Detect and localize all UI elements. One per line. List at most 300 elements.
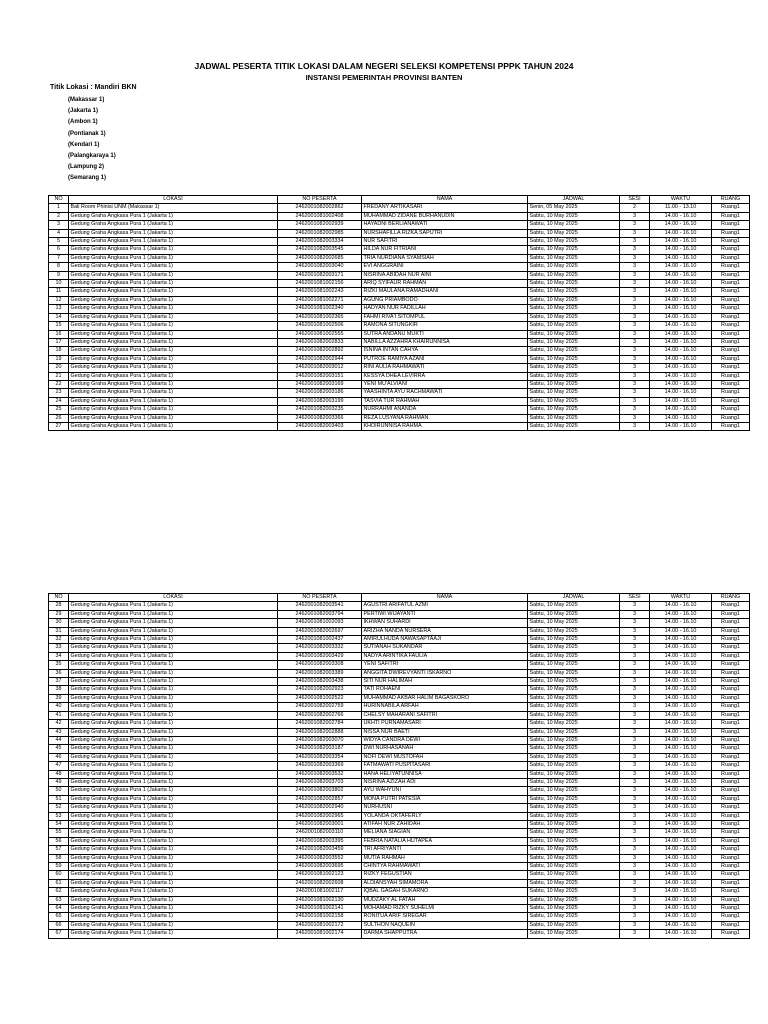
cell-ruang: Ruang1 xyxy=(712,787,750,795)
cell-no-peserta: 2462001082003334 xyxy=(278,238,362,246)
table-row xyxy=(49,372,750,380)
cell-jadwal: Sabtu, 10 May 2025 xyxy=(528,313,620,321)
cell-no-peserta: 2462001082002923 xyxy=(278,686,362,694)
cell-lokasi: Gedung Graha Angkasa Pura 1 (Jakarta 1) xyxy=(69,871,278,879)
cell-no: 53 xyxy=(49,812,69,820)
cell-ruang: Ruang1 xyxy=(712,305,750,313)
cell-ruang: Ruang1 xyxy=(712,380,750,388)
cell-no: 24 xyxy=(49,397,69,405)
column-header-nama: NAMA xyxy=(362,196,528,204)
cell-ruang: Ruang1 xyxy=(712,347,750,355)
cell-lokasi: Gedung Graha Angkasa Pura 1 (Jakarta 1) xyxy=(69,879,278,887)
cell-ruang: Ruang1 xyxy=(712,837,750,845)
table-row xyxy=(49,863,750,871)
cell-no: 30 xyxy=(49,619,69,627)
table-row xyxy=(49,364,750,372)
table-row xyxy=(49,745,750,753)
cell-jadwal: Sabtu, 10 May 2025 xyxy=(528,330,620,338)
cell-waktu: 14.00 - 16.10 xyxy=(650,229,712,237)
cell-sesi: 3 xyxy=(620,221,650,229)
cell-jadwal: Sabtu, 10 May 2025 xyxy=(528,406,620,414)
column-header-ruang: RUANG xyxy=(712,594,750,602)
table-row xyxy=(49,238,750,246)
cell-ruang: Ruang1 xyxy=(712,313,750,321)
cell-no-peserta: 2462001082003001 xyxy=(278,820,362,828)
cell-waktu: 14.00 - 16.10 xyxy=(650,364,712,372)
cell-waktu: 14.00 - 16.10 xyxy=(650,720,712,728)
cell-nama: REZA LUSYANA RAHMAN xyxy=(362,414,528,422)
cell-waktu: 14.00 - 16.10 xyxy=(650,296,712,304)
cell-no: 4 xyxy=(49,229,69,237)
cell-jadwal: Sabtu, 10 May 2025 xyxy=(528,669,620,677)
cell-jadwal: Sabtu, 10 May 2025 xyxy=(528,879,620,887)
cell-ruang: Ruang1 xyxy=(712,728,750,736)
cell-sesi: 3 xyxy=(620,355,650,363)
cell-no-peserta: 2462001082002985 xyxy=(278,229,362,237)
cell-sesi: 3 xyxy=(620,380,650,388)
cell-jadwal: Sabtu, 10 May 2025 xyxy=(528,930,620,938)
cell-no: 29 xyxy=(49,610,69,618)
cell-nama: AGUSTRI ARIFATUL AZMI xyxy=(362,602,528,610)
cell-nama: MUTIA RAHMAH xyxy=(362,854,528,862)
cell-waktu: 14.00 - 16.10 xyxy=(650,728,712,736)
cell-sesi: 3 xyxy=(620,263,650,271)
cell-ruang: Ruang1 xyxy=(712,820,750,828)
cell-no-peserta: 2462001082003695 xyxy=(278,863,362,871)
cell-nama: HURINNABILA ARFAH xyxy=(362,703,528,711)
cell-ruang: Ruang1 xyxy=(712,397,750,405)
cell-jadwal: Sabtu, 10 May 2025 xyxy=(528,694,620,702)
cell-ruang: Ruang1 xyxy=(712,296,750,304)
cell-sesi: 3 xyxy=(620,627,650,635)
cell-nama: MOHAMAD RIZKY SUHELMI xyxy=(362,905,528,913)
cell-sesi: 3 xyxy=(620,930,650,938)
cell-jadwal: Sabtu, 10 May 2025 xyxy=(528,296,620,304)
cell-sesi: 3 xyxy=(620,888,650,896)
cell-ruang: Ruang1 xyxy=(712,753,750,761)
cell-no-peserta: 2462001082003354 xyxy=(278,753,362,761)
cell-sesi: 3 xyxy=(620,669,650,677)
schedule-table-1 xyxy=(48,195,750,431)
cell-ruang: Ruang1 xyxy=(712,871,750,879)
cell-jadwal: Sabtu, 10 May 2025 xyxy=(528,812,620,820)
cell-lokasi: Gedung Graha Angkasa Pura 1 (Jakarta 1) xyxy=(69,347,278,355)
cell-nama: HILDA NUR FITRIANI xyxy=(362,246,528,254)
cell-no: 23 xyxy=(49,389,69,397)
cell-jadwal: Sabtu, 10 May 2025 xyxy=(528,229,620,237)
cell-lokasi: Gedung Graha Angkasa Pura 1 (Jakarta 1) xyxy=(69,414,278,422)
cell-nama: NADYA ARINTIKA FAULIA xyxy=(362,652,528,660)
cell-no: 22 xyxy=(49,380,69,388)
cell-no: 64 xyxy=(49,905,69,913)
cell-nama: AGUNG PRIAMBODO xyxy=(362,296,528,304)
cell-ruang: Ruang1 xyxy=(712,204,750,212)
cell-no-peserta: 2462001082003169 xyxy=(278,380,362,388)
table-row xyxy=(49,338,750,346)
cell-waktu: 14.00 - 16.10 xyxy=(650,313,712,321)
cell-no: 54 xyxy=(49,820,69,828)
cell-no: 28 xyxy=(49,602,69,610)
cell-ruang: Ruang1 xyxy=(712,212,750,220)
table-row xyxy=(49,330,750,338)
table-row xyxy=(49,397,750,405)
cell-nama: NURRAHMI ANANDA xyxy=(362,406,528,414)
cell-ruang: Ruang1 xyxy=(712,804,750,812)
table-row xyxy=(49,736,750,744)
cell-no: 67 xyxy=(49,930,69,938)
table-row xyxy=(49,930,750,938)
cell-no-peserta: 2462001082002685 xyxy=(278,254,362,262)
cell-lokasi: Gedung Graha Angkasa Pura 1 (Jakarta 1) xyxy=(69,288,278,296)
lokasi-list-item: (Pontianak 1) xyxy=(68,130,106,137)
cell-no: 18 xyxy=(49,347,69,355)
cell-lokasi: Gedung Graha Angkasa Pura 1 (Jakarta 1) xyxy=(69,753,278,761)
cell-no-peserta: 2462001082003389 xyxy=(278,669,362,677)
table-row xyxy=(49,694,750,702)
cell-jadwal: Sabtu, 10 May 2025 xyxy=(528,263,620,271)
cell-sesi: 3 xyxy=(620,921,650,929)
cell-ruang: Ruang1 xyxy=(712,694,750,702)
cell-no: 42 xyxy=(49,720,69,728)
cell-jadwal: Sabtu, 10 May 2025 xyxy=(528,347,620,355)
cell-nama: ANGGITA DWIREVYANTI ISKARNO xyxy=(362,669,528,677)
cell-waktu: 14.00 - 16.10 xyxy=(650,380,712,388)
table-row xyxy=(49,229,750,237)
cell-sesi: 2 xyxy=(620,204,650,212)
table-row xyxy=(49,770,750,778)
cell-jadwal: Sabtu, 10 May 2025 xyxy=(528,212,620,220)
table-row xyxy=(49,888,750,896)
cell-no-peserta: 2462001082003040 xyxy=(278,263,362,271)
cell-ruang: Ruang1 xyxy=(712,610,750,618)
cell-no-peserta: 2462001082002608 xyxy=(278,879,362,887)
cell-jadwal: Sabtu, 10 May 2025 xyxy=(528,372,620,380)
cell-sesi: 3 xyxy=(620,837,650,845)
cell-ruang: Ruang1 xyxy=(712,288,750,296)
cell-nama: MONA PUTRI PATESIA xyxy=(362,795,528,803)
cell-waktu: 14.00 - 16.10 xyxy=(650,602,712,610)
cell-sesi: 3 xyxy=(620,820,650,828)
cell-no: 48 xyxy=(49,770,69,778)
cell-ruang: Ruang1 xyxy=(712,778,750,786)
cell-jadwal: Sabtu, 10 May 2025 xyxy=(528,846,620,854)
cell-sesi: 3 xyxy=(620,804,650,812)
cell-ruang: Ruang1 xyxy=(712,602,750,610)
cell-sesi: 3 xyxy=(620,854,650,862)
cell-no: 26 xyxy=(49,414,69,422)
table-row xyxy=(49,221,750,229)
cell-no-peserta: 2462001082003532 xyxy=(278,770,362,778)
cell-nama: RINI AULIA RAHMAWATI xyxy=(362,364,528,372)
cell-lokasi: Gedung Graha Angkasa Pura 1 (Jakarta 1) xyxy=(69,246,278,254)
cell-sesi: 3 xyxy=(620,610,650,618)
cell-ruang: Ruang1 xyxy=(712,636,750,644)
cell-ruang: Ruang1 xyxy=(712,627,750,635)
cell-nama: NISRINA AZIZAH ADI xyxy=(362,778,528,786)
cell-lokasi: Gedung Graha Angkasa Pura 1 (Jakarta 1) xyxy=(69,305,278,313)
cell-no: 47 xyxy=(49,762,69,770)
cell-no-peserta: 2462001082002940 xyxy=(278,804,362,812)
cell-nama: ATIFAH NUR ZAHIDAH xyxy=(362,820,528,828)
cell-nama: SULTHON NAQUEIN xyxy=(362,921,528,929)
table-row xyxy=(49,280,750,288)
cell-lokasi: Gedung Graha Angkasa Pura 1 (Jakarta 1) xyxy=(69,787,278,795)
cell-sesi: 3 xyxy=(620,296,650,304)
column-header-jadwal: JADWAL xyxy=(528,196,620,204)
table-row xyxy=(49,254,750,262)
cell-lokasi: Gedung Graha Angkasa Pura 1 (Jakarta 1) xyxy=(69,778,278,786)
cell-lokasi: Gedung Graha Angkasa Pura 1 (Jakarta 1) xyxy=(69,694,278,702)
cell-waktu: 14.00 - 16.10 xyxy=(650,263,712,271)
cell-jadwal: Sabtu, 10 May 2025 xyxy=(528,787,620,795)
cell-jadwal: Sabtu, 10 May 2025 xyxy=(528,913,620,921)
cell-sesi: 3 xyxy=(620,280,650,288)
cell-jadwal: Sabtu, 10 May 2025 xyxy=(528,678,620,686)
cell-no-peserta: 2462001081002123 xyxy=(278,871,362,879)
cell-sesi: 3 xyxy=(620,720,650,728)
cell-no-peserta: 2462001082002784 xyxy=(278,720,362,728)
cell-no-peserta: 2462001081002093 xyxy=(278,619,362,627)
cell-sesi: 3 xyxy=(620,905,650,913)
cell-lokasi: Bali Room Phinisi UNM (Makassar 1) xyxy=(69,204,278,212)
cell-waktu: 14.00 - 16.10 xyxy=(650,669,712,677)
cell-no-peserta: 2462001081002506 xyxy=(278,322,362,330)
table-row xyxy=(49,762,750,770)
cell-lokasi: Gedung Graha Angkasa Pura 1 (Jakarta 1) xyxy=(69,364,278,372)
cell-ruang: Ruang1 xyxy=(712,254,750,262)
cell-no: 44 xyxy=(49,736,69,744)
table-row xyxy=(49,627,750,635)
cell-waktu: 14.00 - 16.10 xyxy=(650,829,712,837)
cell-jadwal: Sabtu, 10 May 2025 xyxy=(528,280,620,288)
cell-no-peserta: 2462001082003332 xyxy=(278,644,362,652)
cell-no: 12 xyxy=(49,296,69,304)
cell-lokasi: Gedung Graha Angkasa Pura 1 (Jakarta 1) xyxy=(69,720,278,728)
cell-no-peserta: 2462001082002833 xyxy=(278,338,362,346)
cell-ruang: Ruang1 xyxy=(712,930,750,938)
cell-sesi: 3 xyxy=(620,313,650,321)
cell-lokasi: Gedung Graha Angkasa Pura 1 (Jakarta 1) xyxy=(69,280,278,288)
cell-waktu: 14.00 - 16.10 xyxy=(650,703,712,711)
cell-jadwal: Sabtu, 10 May 2025 xyxy=(528,829,620,837)
cell-no-peserta: 2462001082002939 xyxy=(278,221,362,229)
cell-lokasi: Gedung Graha Angkasa Pura 1 (Jakarta 1) xyxy=(69,661,278,669)
cell-no: 57 xyxy=(49,846,69,854)
cell-ruang: Ruang1 xyxy=(712,271,750,279)
cell-jadwal: Sabtu, 10 May 2025 xyxy=(528,837,620,845)
cell-jadwal: Sabtu, 10 May 2025 xyxy=(528,414,620,422)
cell-no-peserta: 2462001081002243 xyxy=(278,288,362,296)
cell-sesi: 3 xyxy=(620,636,650,644)
column-header-jadwal: JADWAL xyxy=(528,594,620,602)
table-header-row xyxy=(49,594,750,602)
cell-lokasi: Gedung Graha Angkasa Pura 1 (Jakarta 1) xyxy=(69,636,278,644)
column-header-no-peserta: NO PESERTA xyxy=(278,594,362,602)
cell-nama: YAASHINTA AYU RACHMAWATI xyxy=(362,389,528,397)
table-row xyxy=(49,905,750,913)
cell-no-peserta: 2462001082002892 xyxy=(278,347,362,355)
cell-waktu: 14.00 - 16.10 xyxy=(650,636,712,644)
table-row xyxy=(49,820,750,828)
cell-no: 49 xyxy=(49,778,69,786)
cell-nama: HANA HELIYATUNNISA xyxy=(362,770,528,778)
cell-waktu: 14.00 - 16.10 xyxy=(650,762,712,770)
cell-ruang: Ruang1 xyxy=(712,422,750,430)
cell-no-peserta: 2462001082002888 xyxy=(278,728,362,736)
cell-jadwal: Sabtu, 10 May 2025 xyxy=(528,711,620,719)
cell-no-peserta: 2462001082003012 xyxy=(278,364,362,372)
cell-nama: YOLANDA OKTAFERLY xyxy=(362,812,528,820)
cell-no-peserta: 2462001082003171 xyxy=(278,271,362,279)
cell-no-peserta: 2462001082002862 xyxy=(278,204,362,212)
cell-jadwal: Sabtu, 10 May 2025 xyxy=(528,795,620,803)
cell-sesi: 3 xyxy=(620,619,650,627)
cell-nama: NABILLA AZZAHRA KHAIRUNNISA xyxy=(362,338,528,346)
cell-no-peserta: 2462001081002365 xyxy=(278,313,362,321)
cell-ruang: Ruang1 xyxy=(712,669,750,677)
cell-jadwal: Sabtu, 10 May 2025 xyxy=(528,728,620,736)
cell-ruang: Ruang1 xyxy=(712,414,750,422)
cell-ruang: Ruang1 xyxy=(712,703,750,711)
cell-ruang: Ruang1 xyxy=(712,221,750,229)
cell-jadwal: Sabtu, 10 May 2025 xyxy=(528,254,620,262)
table-row xyxy=(49,795,750,803)
cell-lokasi: Gedung Graha Angkasa Pura 1 (Jakarta 1) xyxy=(69,686,278,694)
cell-lokasi: Gedung Graha Angkasa Pura 1 (Jakarta 1) xyxy=(69,422,278,430)
cell-no: 3 xyxy=(49,221,69,229)
cell-lokasi: Gedung Graha Angkasa Pura 1 (Jakarta 1) xyxy=(69,406,278,414)
cell-waktu: 14.00 - 16.10 xyxy=(650,711,712,719)
cell-jadwal: Sabtu, 10 May 2025 xyxy=(528,380,620,388)
cell-nama: NOFI DEWI MUSTOFAH xyxy=(362,753,528,761)
cell-lokasi: Gedung Graha Angkasa Pura 1 (Jakarta 1) xyxy=(69,812,278,820)
cell-lokasi: Gedung Graha Angkasa Pura 1 (Jakarta 1) xyxy=(69,913,278,921)
cell-sesi: 3 xyxy=(620,288,650,296)
table-row xyxy=(49,913,750,921)
table-row xyxy=(49,610,750,618)
cell-waktu: 14.00 - 16.10 xyxy=(650,871,712,879)
cell-ruang: Ruang1 xyxy=(712,238,750,246)
schedule-table-2 xyxy=(48,593,750,939)
cell-jadwal: Sabtu, 10 May 2025 xyxy=(528,221,620,229)
cell-sesi: 3 xyxy=(620,736,650,744)
table-row xyxy=(49,271,750,279)
cell-no: 31 xyxy=(49,627,69,635)
table-row xyxy=(49,711,750,719)
cell-no: 52 xyxy=(49,804,69,812)
cell-waktu: 14.00 - 16.10 xyxy=(650,288,712,296)
table-row xyxy=(49,686,750,694)
cell-no-peserta: 2462001081002408 xyxy=(278,212,362,220)
cell-nama: NURHUSNI xyxy=(362,804,528,812)
column-header-sesi: SESI xyxy=(620,196,650,204)
cell-ruang: Ruang1 xyxy=(712,406,750,414)
cell-jadwal: Sabtu, 10 May 2025 xyxy=(528,602,620,610)
cell-no-peserta: 2462001081002130 xyxy=(278,896,362,904)
cell-no-peserta: 2462001082003703 xyxy=(278,778,362,786)
cell-waktu: 14.00 - 16.10 xyxy=(650,812,712,820)
cell-no-peserta: 2462001082003541 xyxy=(278,602,362,610)
cell-ruang: Ruang1 xyxy=(712,736,750,744)
cell-lokasi: Gedung Graha Angkasa Pura 1 (Jakarta 1) xyxy=(69,389,278,397)
cell-waktu: 14.00 - 16.10 xyxy=(650,888,712,896)
lokasi-list-item: (Lampung 2) xyxy=(68,164,104,171)
cell-no: 15 xyxy=(49,322,69,330)
cell-sesi: 3 xyxy=(620,330,650,338)
cell-no-peserta: 2462001082003429 xyxy=(278,652,362,660)
cell-waktu: 14.00 - 16.10 xyxy=(650,879,712,887)
cell-jadwal: Sabtu, 10 May 2025 xyxy=(528,661,620,669)
table-row xyxy=(49,636,750,644)
column-header-lokasi: LOKASI xyxy=(69,594,278,602)
cell-ruang: Ruang1 xyxy=(712,905,750,913)
cell-sesi: 3 xyxy=(620,364,650,372)
table-row xyxy=(49,669,750,677)
cell-nama: NISRINA ABIDAH NUR AINI xyxy=(362,271,528,279)
table-row xyxy=(49,812,750,820)
cell-sesi: 3 xyxy=(620,896,650,904)
cell-jadwal: Sabtu, 10 May 2025 xyxy=(528,770,620,778)
cell-ruang: Ruang1 xyxy=(712,846,750,854)
cell-waktu: 14.00 - 16.10 xyxy=(650,246,712,254)
cell-jadwal: Sabtu, 10 May 2025 xyxy=(528,720,620,728)
cell-no: 20 xyxy=(49,364,69,372)
cell-no-peserta: 2462001082003070 xyxy=(278,736,362,744)
cell-no: 7 xyxy=(49,254,69,262)
lokasi-list-item: (Kendari 1) xyxy=(68,141,100,148)
cell-no-peserta: 2462001082003802 xyxy=(278,787,362,795)
cell-no-peserta: 2462001082002965 xyxy=(278,812,362,820)
cell-nama: MELIANA SIAGIAN xyxy=(362,829,528,837)
cell-no-peserta: 2462001082003110 xyxy=(278,829,362,837)
cell-no: 45 xyxy=(49,745,69,753)
cell-lokasi: Gedung Graha Angkasa Pura 1 (Jakarta 1) xyxy=(69,322,278,330)
column-header-no-peserta: NO PESERTA xyxy=(278,196,362,204)
document-subtitle: INSTANSI PEMERINTAH PROVINSI BANTEN xyxy=(305,73,463,82)
cell-nama: EVI ANGGRAINI xyxy=(362,263,528,271)
cell-lokasi: Gedung Graha Angkasa Pura 1 (Jakarta 1) xyxy=(69,863,278,871)
cell-jadwal: Sabtu, 10 May 2025 xyxy=(528,652,620,660)
cell-waktu: 14.00 - 16.10 xyxy=(650,787,712,795)
cell-no: 39 xyxy=(49,694,69,702)
cell-jadwal: Sabtu, 10 May 2025 xyxy=(528,644,620,652)
cell-jadwal: Sabtu, 10 May 2025 xyxy=(528,736,620,744)
cell-nama: FATMAWATI PUSPITASARI xyxy=(362,762,528,770)
cell-jadwal: Sabtu, 10 May 2025 xyxy=(528,686,620,694)
cell-nama: RIZKI MAULANA RAMADHANI xyxy=(362,288,528,296)
cell-waktu: 14.00 - 16.10 xyxy=(650,778,712,786)
cell-ruang: Ruang1 xyxy=(712,913,750,921)
cell-sesi: 3 xyxy=(620,846,650,854)
cell-no: 11 xyxy=(49,288,69,296)
cell-waktu: 14.00 - 16.10 xyxy=(650,280,712,288)
cell-jadwal: Sabtu, 10 May 2025 xyxy=(528,921,620,929)
cell-ruang: Ruang1 xyxy=(712,863,750,871)
table-row xyxy=(49,212,750,220)
cell-nama: DARMA SHAPPUTRA xyxy=(362,930,528,938)
cell-no-peserta: 2462001081002158 xyxy=(278,913,362,921)
cell-sesi: 3 xyxy=(620,762,650,770)
lokasi-list-item: (Makassar 1) xyxy=(68,97,105,103)
cell-jadwal: Sabtu, 10 May 2025 xyxy=(528,896,620,904)
cell-no-peserta: 2462001082003438 xyxy=(278,678,362,686)
table-row xyxy=(49,829,750,837)
document-title: JADWAL PESERTA TITIK LOKASI DALAM NEGERI SELEKSI KOMPETENSI PPPK TAHUN 2024 xyxy=(194,61,574,71)
cell-jadwal: Sabtu, 10 May 2025 xyxy=(528,305,620,313)
cell-lokasi: Gedung Graha Angkasa Pura 1 (Jakarta 1) xyxy=(69,669,278,677)
lokasi-list-item: (Semarang 1) xyxy=(68,175,107,182)
cell-sesi: 3 xyxy=(620,686,650,694)
